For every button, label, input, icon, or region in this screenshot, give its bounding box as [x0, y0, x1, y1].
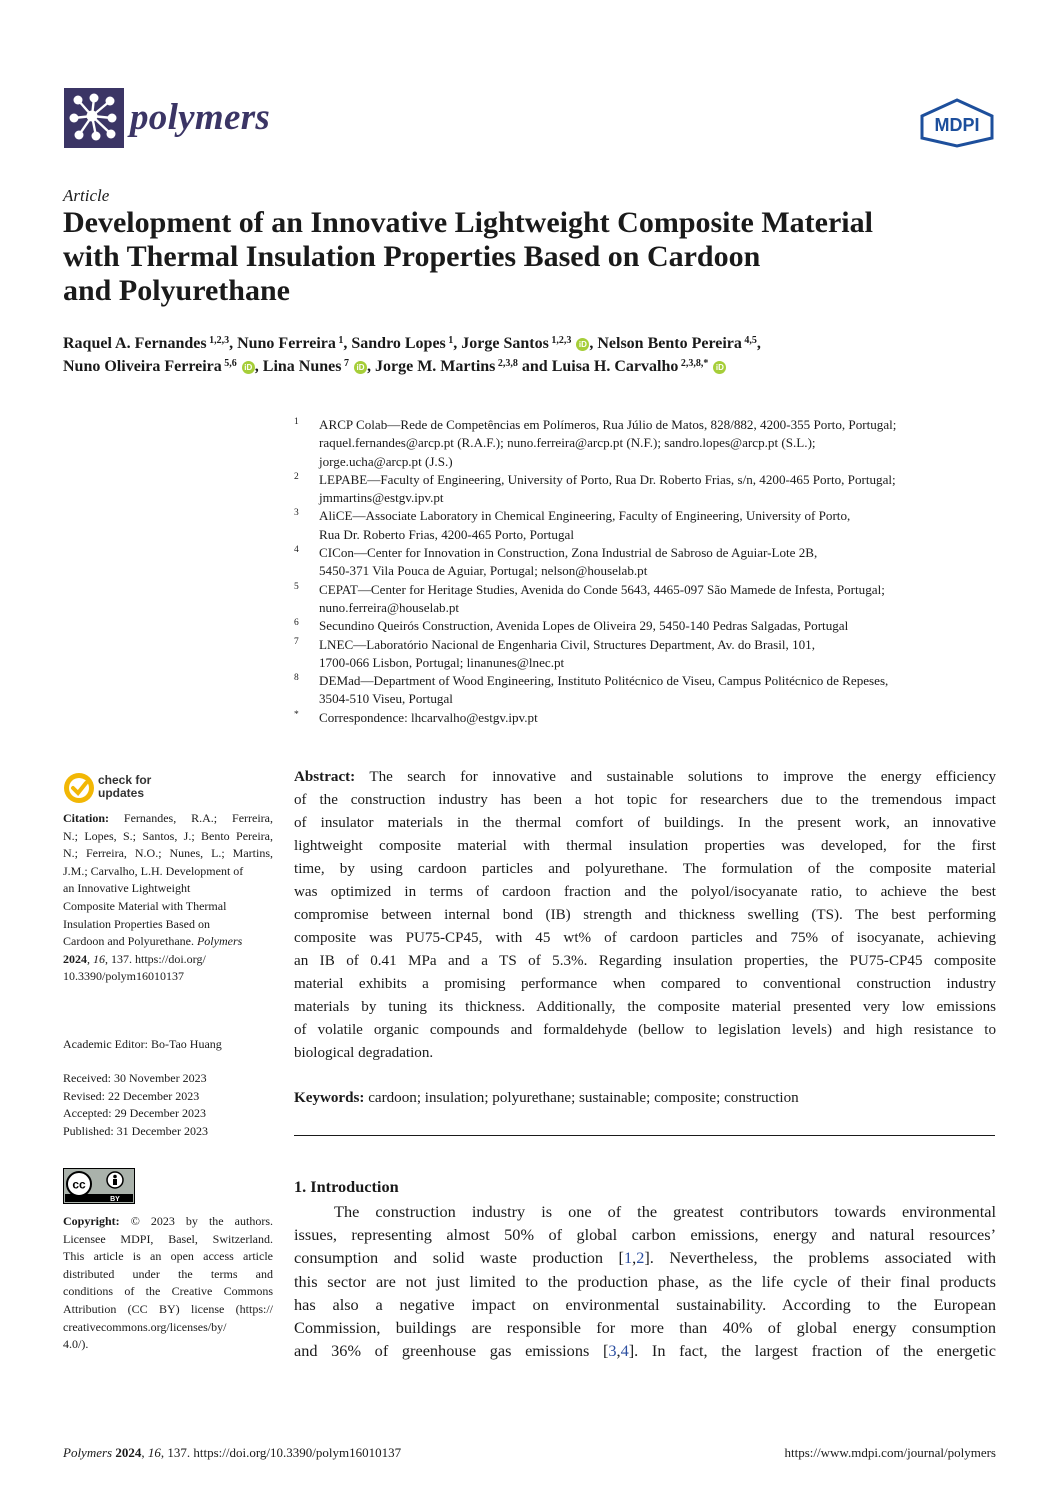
date-published: Published: 31 December 2023 — [63, 1123, 208, 1138]
polymers-logo-icon — [64, 88, 124, 148]
abstract-text: was optimized in terms of cardoon fraction and the polyol/isocyanate ratio, to achieve the best — [294, 884, 996, 900]
title-line: Development of an Innovative Lightweight Composite Material — [63, 206, 873, 239]
abstract-text: composite was PU75-CP45, with 45 wt% of cardoon particles and 75% of isocyanate, achieving — [294, 930, 996, 946]
citation-text: N.; Lopes, S.; Santos, J.; Bento Pereira, — [63, 828, 273, 843]
affiliation-text: 5450-371 Vila Pouca de Aguiar, Portugal; nelson@houselab.pt — [319, 563, 648, 579]
affiliation-text: Rua Dr. Roberto Frias, 4200-465 Porto, Portugal — [319, 526, 574, 542]
abstract-text: compromise between internal bond (IB) strength and thickness swelling (TS). The best performing — [294, 907, 996, 923]
copyright-text: creativecommons.org/licenses/by/ — [63, 1319, 227, 1334]
reference-link[interactable]: 2 — [636, 1248, 645, 1268]
author-name[interactable]: Nuno Ferreira — [237, 335, 336, 352]
affiliation-text: ARCP Colab—Rede de Competências em Polímeros, Rua Júlio de Matos, 828/882, 4200-355 Porto, Portugal; — [319, 417, 897, 432]
body-text-line: has also a negative impact on environmental sustainability. According to the European — [294, 1294, 996, 1314]
author-affiliation-ref: 7 — [341, 358, 349, 369]
affiliation-number: 6 — [294, 618, 299, 629]
author-name[interactable]: Lina Nunes — [262, 358, 342, 375]
affiliation-item — [294, 672, 1004, 709]
affiliation-text: LNEC—Laboratório Nacional de Engenharia Civil, Structures Department, Av. do Brasil, 101, — [319, 636, 815, 652]
copyright-text: Attribution (CC BY) license (https:// — [63, 1301, 273, 1316]
affiliation-number: 5 — [294, 581, 299, 592]
copyright-text: distributed under the terms and — [63, 1266, 273, 1281]
author-line: Nuno Oliveira Ferreira $^{5,6}$ iD , Lina Nunes $^7$ iD , Jorge M. Martins $^{2,3,8}$ and Luisa H. Carvalho $^{2,3,8,*}$ iD — [63, 355, 1013, 378]
check-updates-text: check for — [98, 773, 152, 787]
author-affiliation-ref: 2,3,8,* — [678, 358, 709, 369]
footer-year: 2024 — [115, 1445, 142, 1460]
abstract-text: of volatile organic compounds and formaldehyde (bellow to legislation levels) and high resistance to — [294, 1022, 996, 1038]
cc-text: cc — [72, 1177, 86, 1192]
publication-dates — [63, 1070, 273, 1140]
citation-volume: , 16 — [87, 951, 105, 966]
footer-journal: Polymers — [63, 1445, 113, 1460]
affiliation-text: 1700-066 Lisbon, Portugal; linanunes@lnec.pt — [319, 654, 565, 670]
author-name[interactable]: Raquel A. Fernandes — [63, 335, 207, 352]
footer-citation: Polymers 2024, 16, 137. https://doi.org/10.3390/polym16010137 — [63, 1445, 402, 1460]
citation-journal: Polymers — [193, 934, 243, 949]
affiliation-text: CEPAT—Center for Heritage Studies, Avenida do Conde 5643, 4465-097 São Mamede de Infesta, Portugal; — [319, 581, 885, 597]
author-name[interactable]: Nelson Bento Pereira — [597, 335, 742, 352]
affiliation-text: AliCE—Associate Laboratory in Chemical Engineering, Faculty of Engineering, University of Porto, — [319, 508, 851, 524]
abstract-text: an IB of 0.41 MPa and a TS of 5.3%. Regarding insulation properties, the PU75-CP45 composite — [294, 953, 996, 969]
title-line: and Polyurethane — [63, 274, 290, 307]
abstract-text: materials by tuning its thickness. Additionally, the composite material presented very low emissions — [294, 999, 996, 1015]
affiliation-text: CICon—Center for Innovation in Construction, Zona Industrial de Sabroso de Aguiar-Lote 2B, — [319, 545, 818, 561]
body-text-line: Commission, buildings are responsible for more than 40% of global energy consumption — [294, 1318, 996, 1338]
abstract — [294, 766, 996, 1065]
author-name[interactable]: Nuno Oliveira Ferreira — [63, 358, 222, 375]
date-accepted: Accepted: 29 December 2023 — [63, 1106, 206, 1121]
affiliation-text: jorge.ucha@arcp.pt (J.S.) — [319, 453, 453, 469]
affiliation-item — [294, 617, 1004, 635]
body-text-line: this sector are not just limited to the production phase, as the life cycle of their final products — [294, 1271, 996, 1291]
citation-doi-link[interactable]: , 137. https://doi.org/ — [105, 951, 206, 966]
footer-volume: 16 — [147, 1445, 161, 1460]
affiliation-number: 4 — [294, 545, 299, 556]
mdpi-logo[interactable] — [918, 98, 996, 148]
article-type: Article — [63, 186, 110, 205]
abstract-text: of insulator materials in the thermal comfort of buildings. In the present work, an innovative — [294, 815, 996, 831]
check-updates-icon — [63, 772, 95, 804]
citation-text: Fernandes, R.A.; Ferreira, — [109, 811, 273, 825]
reference-link[interactable]: 4 — [620, 1341, 629, 1361]
date-revised: Revised: 22 December 2023 — [63, 1088, 200, 1103]
body-text-line: The construction industry is one of the greatest contributors towards environmental — [334, 1202, 996, 1221]
citation-text: Cardoon and Polyurethane. — [63, 934, 194, 949]
author-affiliation-ref: 1 — [335, 335, 344, 346]
citation-text: Insulation Properties Based on — [63, 916, 210, 931]
copyright-text: Licensee MDPI, Basel, Switzerland. — [63, 1231, 273, 1246]
citation-text: J.M.; Carvalho, L.H. Development of — [63, 863, 244, 878]
affiliation-number: * — [294, 709, 299, 720]
author-affiliation-ref: 1,2,3 — [206, 335, 230, 346]
abstract-label: Abstract: — [294, 769, 356, 785]
abstract-text: lightweight composite material with thermal insulation properties was developed, for the first — [294, 838, 996, 854]
author-name[interactable]: Sandro Lopes — [351, 335, 446, 352]
affiliation-text: Secundino Queirós Construction, Avenida Lopes de Oliveira 29, 5450-140 Pedras Salgadas, Portugal — [319, 618, 849, 634]
abstract-text: The search for innovative and sustainable solutions to improve the energy efficiency — [355, 769, 996, 785]
author-affiliation-ref: 1,2,3 — [548, 335, 572, 346]
affiliation-item — [294, 471, 1004, 508]
author-list — [63, 332, 1013, 378]
affiliation-item — [294, 507, 1004, 544]
affiliation-item — [294, 709, 1004, 727]
copyright-text: © 2023 by the authors. — [119, 1214, 273, 1228]
orcid-icon[interactable]: iD — [354, 361, 367, 374]
check-updates-text: updates — [98, 786, 145, 800]
citation-doi-link[interactable]: 10.3390/polym16010137 — [63, 969, 185, 984]
citation-text: N.; Ferreira, N.O.; Nunes, L.; Martins, — [63, 846, 273, 861]
reference-link[interactable]: 3 — [608, 1341, 617, 1361]
citation-text: an Innovative Lightweight — [63, 881, 191, 896]
affiliation-item — [294, 544, 1004, 581]
reference-link[interactable]: 1 — [623, 1248, 633, 1268]
copyright — [63, 1213, 273, 1354]
footer-doi-link[interactable]: , 137. https://doi.org/10.3390/polym16010137 — [160, 1445, 402, 1460]
mdpi-logo-icon — [918, 98, 996, 148]
author-name[interactable]: Jorge Santos — [461, 335, 549, 352]
academic-editor: Academic Editor: Bo-Tao Huang — [63, 1037, 222, 1051]
copyright-label: Copyright: — [63, 1214, 120, 1228]
affiliation-text: jmmartins@estgv.ipv.pt — [319, 490, 444, 506]
author-name[interactable]: Luisa H. Carvalho — [551, 358, 679, 375]
affiliation-text: Correspondence: lhcarvalho@estgv.ipv.pt — [319, 709, 538, 725]
affiliation-item — [294, 636, 1004, 673]
abstract-text: material exhibits a promising performance when compared to conventional construction industry — [294, 976, 996, 992]
check-for-updates-button[interactable] — [63, 772, 163, 806]
copyright-text: conditions of the Creative Commons — [63, 1284, 273, 1299]
mdpi-logo-text: MDPI — [934, 115, 980, 135]
orcid-icon[interactable]: iD — [576, 338, 589, 351]
affiliation-text: LEPABE—Faculty of Engineering, University of Porto, Rua Dr. Roberto Frias, s/n, 4200-465 Porto, Portugal; — [319, 471, 896, 487]
keywords-text: cardoon; insulation; polyurethane; sustainable; composite; construction — [364, 1090, 799, 1106]
body-text-line: consumption and solid waste production [1,2]. Nevertheless, the problems associated with — [294, 1248, 996, 1268]
affiliation-item — [294, 416, 1004, 471]
affiliation-number: 2 — [294, 471, 299, 482]
body-text-line: issues, representing almost 50% of global carbon emissions, energy and natural resources’ — [294, 1225, 996, 1245]
date-received: Received: 30 November 2023 — [63, 1071, 207, 1085]
author-affiliation-ref: 1 — [445, 335, 454, 346]
affiliation-text: raquel.fernandes@arcp.pt (R.A.F.); nuno.ferreira@arcp.pt (N.F.); sandro.lopes@arcp.pt (S.L.); — [319, 435, 816, 451]
copyright-text: 4.0/). — [63, 1337, 89, 1352]
footer-journal-url[interactable]: https://www.mdpi.com/journal/polymers — [784, 1445, 996, 1460]
keywords — [294, 1088, 996, 1108]
body-text-line: and 36% of greenhouse gas emissions [3,4]. In fact, the largest fraction of the energetic — [294, 1341, 997, 1361]
abstract-text: time, by using cardoon particles and polyurethane. The formulation of the composite material — [294, 861, 996, 877]
affiliation-number: 1 — [294, 417, 299, 427]
affiliation-number: 7 — [294, 636, 299, 647]
affiliation-number: 8 — [294, 673, 299, 684]
introduction-body — [294, 1200, 996, 1362]
section-heading: 1. Introduction — [294, 1177, 399, 1196]
affiliation-text: nuno.ferreira@houselab.pt — [319, 599, 460, 615]
citation-text: Composite Material with Thermal — [63, 898, 227, 913]
affiliations — [294, 416, 1004, 727]
affiliation-item — [294, 581, 1004, 618]
cc-by-license-badge[interactable] — [63, 1168, 135, 1204]
affiliation-text: DEMad—Department of Wood Engineering, Instituto Politécnico de Viseu, Campus Politécnico de Repeses, — [319, 673, 889, 689]
author-affiliation-ref: 5,6 — [221, 358, 237, 369]
citation-label: Citation: — [63, 811, 109, 825]
orcid-icon[interactable]: iD — [713, 361, 726, 374]
affiliation-text: 3504-510 Viseu, Portugal — [319, 691, 453, 707]
abstract-text: biological degradation. — [294, 1045, 434, 1061]
title-line: with Thermal Insulation Properties Based on Cardoon — [63, 240, 761, 273]
author-affiliation-ref: 4,5 — [741, 335, 757, 346]
section-divider — [294, 1135, 995, 1136]
by-text: BY — [110, 1196, 120, 1203]
page-title — [63, 206, 1013, 308]
orcid-icon[interactable]: iD — [242, 361, 255, 374]
author-name[interactable]: Jorge M. Martins — [374, 358, 496, 375]
affiliation-number: 3 — [294, 508, 299, 519]
author-line: Raquel A. Fernandes $^{1,2,3}$, Nuno Ferreira $^1$, Sandro Lopes $^1$, Jorge Santos $^{1,2,3}$ iD , Nelson Bento Pereira $^{4,5}$, — [63, 335, 761, 352]
author-affiliation-ref: 2,3,8 — [495, 358, 518, 369]
citation — [63, 810, 273, 986]
copyright-text: This article is an open access article — [63, 1249, 273, 1264]
citation-year: 2024 — [63, 951, 87, 966]
cc-by-icon — [63, 1168, 135, 1204]
journal-name: polymers — [130, 97, 271, 138]
keywords-label: Keywords: — [294, 1090, 365, 1106]
abstract-text: of the construction industry has been a hot topic for researchers due to the tremendous impact — [294, 792, 996, 808]
